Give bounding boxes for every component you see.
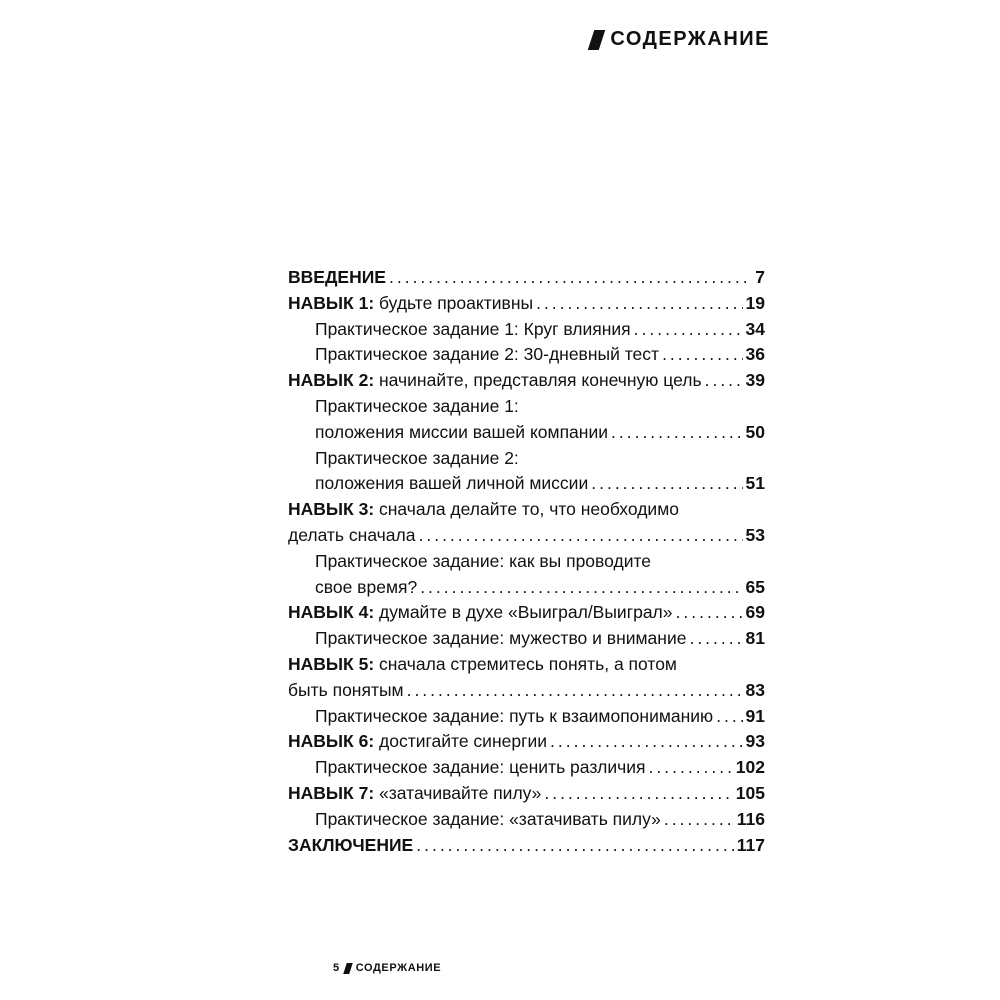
toc-entry-heading: НАВЫК 7: [288,782,375,803]
toc-entry-heading: НАВЫК 1: [288,292,375,313]
toc-entry-text: думайте в духе «Выиграл/Выиграл» [374,602,673,623]
toc-entry-text: будьте проактивны [374,292,534,313]
toc-entry [288,420,765,446]
dot-leader [420,575,742,601]
toc-entry [288,549,765,575]
toc-entry-text: положения вашей личной миссии [315,473,589,494]
dot-leader [634,317,743,343]
toc-entry [288,833,765,859]
toc-entry [288,729,765,755]
dot-leader [550,729,743,755]
toc-entry [288,394,765,420]
toc-entry-text: положения миссии вашей компании [315,421,608,442]
toc-entry [288,600,765,626]
toc-entry-heading: НАВЫК 6: [288,731,375,752]
toc-entry-text: Практическое задание: мужество и внимание [315,628,687,649]
toc-entry [288,755,765,781]
toc-entry-text: свое время? [315,576,418,597]
toc-page-number: 116 [736,808,765,829]
toc-entry-heading: ЗАКЛЮЧЕНИЕ [288,834,414,855]
dot-leader [716,704,742,730]
toc-entry [288,368,765,394]
toc-entry-label [315,755,646,781]
toc-entry-label [315,471,588,497]
toc-entry-text: Практическое задание: ценить различия [315,757,646,778]
toc-page-number: 50 [745,421,765,442]
dot-leader [664,807,734,833]
toc-page-number: 91 [745,705,765,726]
toc-entry-label [288,523,415,549]
toc-entry [288,471,765,497]
toc-entry-text: делать сначала [288,524,416,545]
toc-page-number: 81 [745,628,765,649]
toc-page-number: 83 [745,679,765,700]
toc-entry-text: Практическое задание: как вы проводите [315,550,652,571]
dot-leader [407,678,743,704]
toc-page-number: 7 [755,267,765,287]
toc-entry-label [288,497,679,523]
page-footer [333,962,441,974]
toc-entry-label [288,368,702,394]
toc-entry-heading: НАВЫК 5: [288,653,375,674]
toc-entry-label [315,704,713,730]
toc-entry [288,781,765,807]
dot-leader [662,342,742,368]
toc-entry [288,626,765,652]
dot-leader [676,600,743,626]
toc-page-number: 93 [745,731,765,752]
toc-entry-label [315,420,608,446]
toc-entry-text: сначала делайте то, что необходимо [374,499,679,520]
toc-entry [288,652,765,678]
toc-entry-label [288,678,404,704]
dot-leader [544,781,732,807]
toc-entry [288,446,765,472]
toc-entry [288,575,765,601]
toc-page-number: 69 [745,602,765,623]
dot-leader [689,626,742,652]
toc-entry-label [288,265,386,291]
toc-entry-heading: ВВЕДЕНИЕ [288,267,386,287]
toc-entry [288,291,765,317]
toc-entry-text: Практическое задание 1: Круг влияния [315,318,631,339]
toc-entry [288,678,765,704]
toc-entry-text: достигайте синергии [374,731,548,752]
toc-entry-label [315,342,659,368]
toc-entry-heading: НАВЫК 3: [288,499,375,520]
toc-page-number: 65 [745,576,765,597]
dot-leader [418,523,742,549]
toc-entry-heading: НАВЫК 2: [288,370,375,391]
toc-entry-text: сначала стремитесь понять, а потом [374,653,677,674]
toc-page-number: 53 [745,524,765,545]
dot-leader [591,471,742,497]
dot-leader [649,755,733,781]
toc-entry-text: Практическое задание 2: [315,447,519,468]
dot-leader [416,833,734,859]
toc-page-number: 36 [745,344,765,365]
toc-page-number: 51 [745,473,765,494]
toc-entry-label [315,549,651,575]
toc-entry-label [315,446,519,472]
slash-icon [343,963,353,974]
toc-page-number: 39 [745,370,765,391]
table-of-contents [288,265,765,858]
dot-leader [389,265,752,291]
toc-entry-text: Практическое задание: «затачивать пилу» [315,808,661,829]
dot-leader [611,420,743,446]
toc-entry-text: Практическое задание 1: [315,395,519,416]
footer-title: СОДЕРЖАНИЕ [355,962,442,974]
toc-page-number: 19 [745,292,765,313]
page-number: 5 [333,962,340,974]
page-header [591,28,770,51]
toc-entry-text: быть понятым [288,679,404,700]
toc-entry-label [315,807,661,833]
toc-entry-label [315,394,519,420]
toc-entry-text: начинайте, представляя конечную цель [374,370,702,391]
toc-entry [288,704,765,730]
toc-entry [288,523,765,549]
toc-entry [288,807,765,833]
toc-page-number: 102 [735,757,765,778]
toc-page-number: 117 [736,834,765,855]
toc-entry-text: Практическое задание 2: 30-дневный тест [315,344,660,365]
toc-entry-label [288,729,547,755]
toc-entry-label [288,291,533,317]
toc-entry [288,497,765,523]
toc-entry-label [288,833,413,859]
page-title: СОДЕРЖАНИЕ [610,28,770,50]
toc-entry [288,342,765,368]
dot-leader [536,291,742,317]
toc-entry [288,317,765,343]
toc-entry-label [288,781,541,807]
toc-entry-label [315,317,631,343]
toc-entry-label [315,626,686,652]
dot-leader [705,368,743,394]
toc-entry-text: «затачивайте пилу» [374,782,542,803]
toc-page-number: 105 [735,782,765,803]
toc-entry-label [288,600,673,626]
toc-entry-heading: НАВЫК 4: [288,602,375,623]
toc-entry [288,265,765,291]
slash-icon [588,30,605,50]
toc-entry-text: Практическое задание: путь к взаимопониманию [315,705,714,726]
toc-page-number: 34 [745,318,765,339]
toc-entry-label [288,652,677,678]
toc-entry-label [315,575,417,601]
